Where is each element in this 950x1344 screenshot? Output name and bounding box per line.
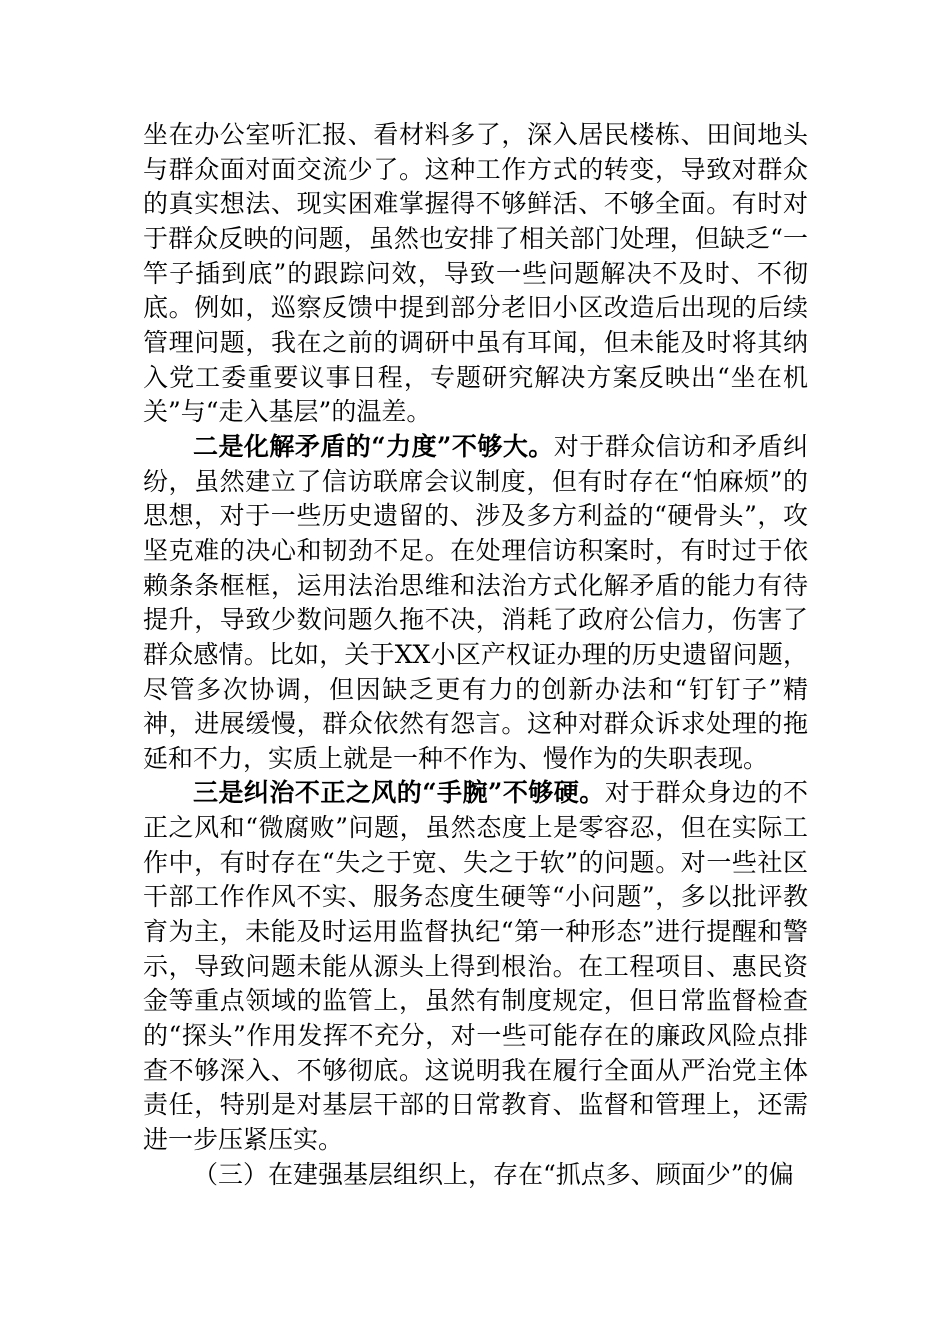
paragraph-text: （三）在建强基层组织上，存在“抓点多、顾面少”的偏	[193, 1159, 794, 1189]
paragraph-heading: 三是纠治不正之风的“手腕”不够硬。	[193, 778, 605, 808]
paragraph-text: 对于群众信访和矛盾纠纷，虽然建立了信访联席会议制度，但有时存在“怕麻烦”的思想，对于一些历史遗留的、涉及多方利益的“硬骨头”，攻坚克难的决心和韧劲不足。在处理信访积案时，有时过于依赖条条框框，运用法治思维和法治方式化解矛盾的能力有待提升，导致少数问题久拖不决，消耗了政府公信力，伤害了群众感情。比如，关于XX小区产权证办理的历史遗留问题，尽管多次协调，但因缺乏更有力的创新办法和“钉钉子”精神，进展缓慢，群众依然有怨言。这种对群众诉求处理的拖延和不力，实质上就是一种不作为、慢作为的失职表现。	[143, 431, 808, 773]
paragraph-continued	[143, 118, 808, 430]
paragraph-point-three	[143, 776, 808, 1157]
section-heading-three	[143, 1158, 808, 1193]
paragraph-heading: 二是化解矛盾的“力度”不够大。	[193, 431, 554, 461]
paragraph-point-two	[143, 430, 808, 777]
paragraph-text: 坐在办公室听汇报、看材料多了，深入居民楼栋、田间地头与群众面对面交流少了。这种工作方式的转变，导致对群众的真实想法、现实困难掌握得不够鲜活、不够全面。有时对于群众反映的问题，虽然也安排了相关部门处理，但缺乏“一竿子插到底”的跟踪问效，导致一些问题解决不及时、不彻底。例如，巡察反馈中提到部分老旧小区改造后出现的后续管理问题，我在之前的调研中虽有耳闻，但未能及时将其纳入党工委重要议事日程，专题研究解决方案反映出“坐在机关”与“走入基层”的温差。	[143, 120, 808, 427]
paragraph-text: 对于群众身边的不正之风和“微腐败”问题，虽然态度上是零容忍，但在实际工作中，有时存在“失之于宽、失之于软”的问题。对一些社区干部工作作风不实、服务态度生硬等“小问题”，多以批评教育为主，未能及时运用监督执纪“第一种形态”进行提醒和警示，导致问题未能从源头上得到根治。在工程项目、惠民资金等重点领域的监管上，虽然有制度规定，但日常监督检查的“探头”作用发挥不充分，对一些可能存在的廉政风险点排查不够深入、不够彻底。这说明我在履行全面从严治党主体责任，特别是对基层干部的日常教育、监督和管理上，还需进一步压紧压实。	[143, 778, 808, 1155]
document-body	[143, 118, 808, 1192]
